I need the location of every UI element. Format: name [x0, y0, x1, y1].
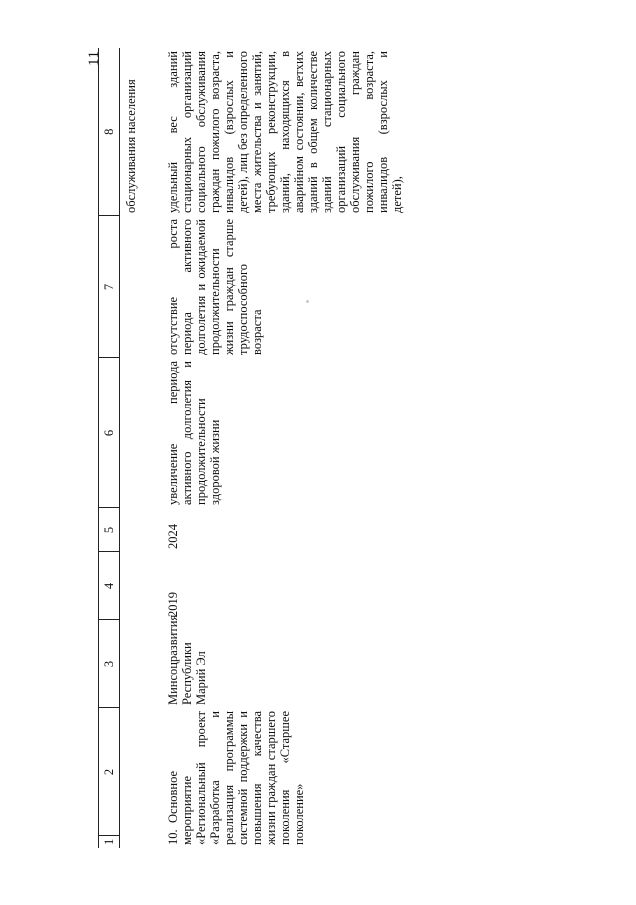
- measure-cell: [162, 708, 404, 848]
- column-number-row: [99, 48, 120, 848]
- executor-cell: Минсоцразвития Республики Марий Эл: [166, 614, 208, 705]
- col-header-3: 3: [99, 620, 120, 708]
- row-number: 10.: [166, 829, 180, 845]
- expected-result-cell: увеличение периода активного долголетия и продолжительности здоровой жизни: [166, 361, 222, 505]
- col-header-4: 4: [99, 552, 120, 620]
- col-header-7: 7: [99, 216, 120, 358]
- page-number: 11: [86, 50, 102, 66]
- end-year-cell: 2024: [166, 524, 180, 549]
- measures-table: [98, 48, 404, 848]
- col-header-8: 8: [99, 48, 120, 216]
- consequences-cell: отсутствие роста периода активного долголетия и ожидаемой продолжительности жизни граждан старше трудоспособного возраста: [166, 219, 264, 355]
- col-header-5: 5: [99, 508, 120, 552]
- table-row: [162, 48, 404, 848]
- col-header-2: 2: [99, 708, 120, 836]
- continuation-cell: обслуживания населения: [124, 79, 138, 213]
- rotated-table-sheet: [98, 48, 558, 848]
- col-header-1: 1: [99, 836, 120, 848]
- continued-row: [120, 48, 163, 848]
- measure-text: Основное мероприятие «Региональный проект «Разработка и реализация программы системной поддержки и повышения качества жизни граждан старшего поколения «Старшее поколение»: [166, 711, 306, 845]
- col-header-6: 6: [99, 358, 120, 508]
- indicators-cell: удельный вес зданий стационарных организаций социального обслуживания граждан пожилого возраста, инвалидов (взрослых и детей), лиц без определенного места жительства и занятий, требующих реконструкции, зданий, находящихся в аварийном состоянии, ветхих зданий в общем количестве зданий стационарных организаций социального обслуживания граждан пожилого возраста, инвалидов (взрослых и детей),: [166, 51, 404, 213]
- start-year-cell: 2019: [166, 592, 180, 617]
